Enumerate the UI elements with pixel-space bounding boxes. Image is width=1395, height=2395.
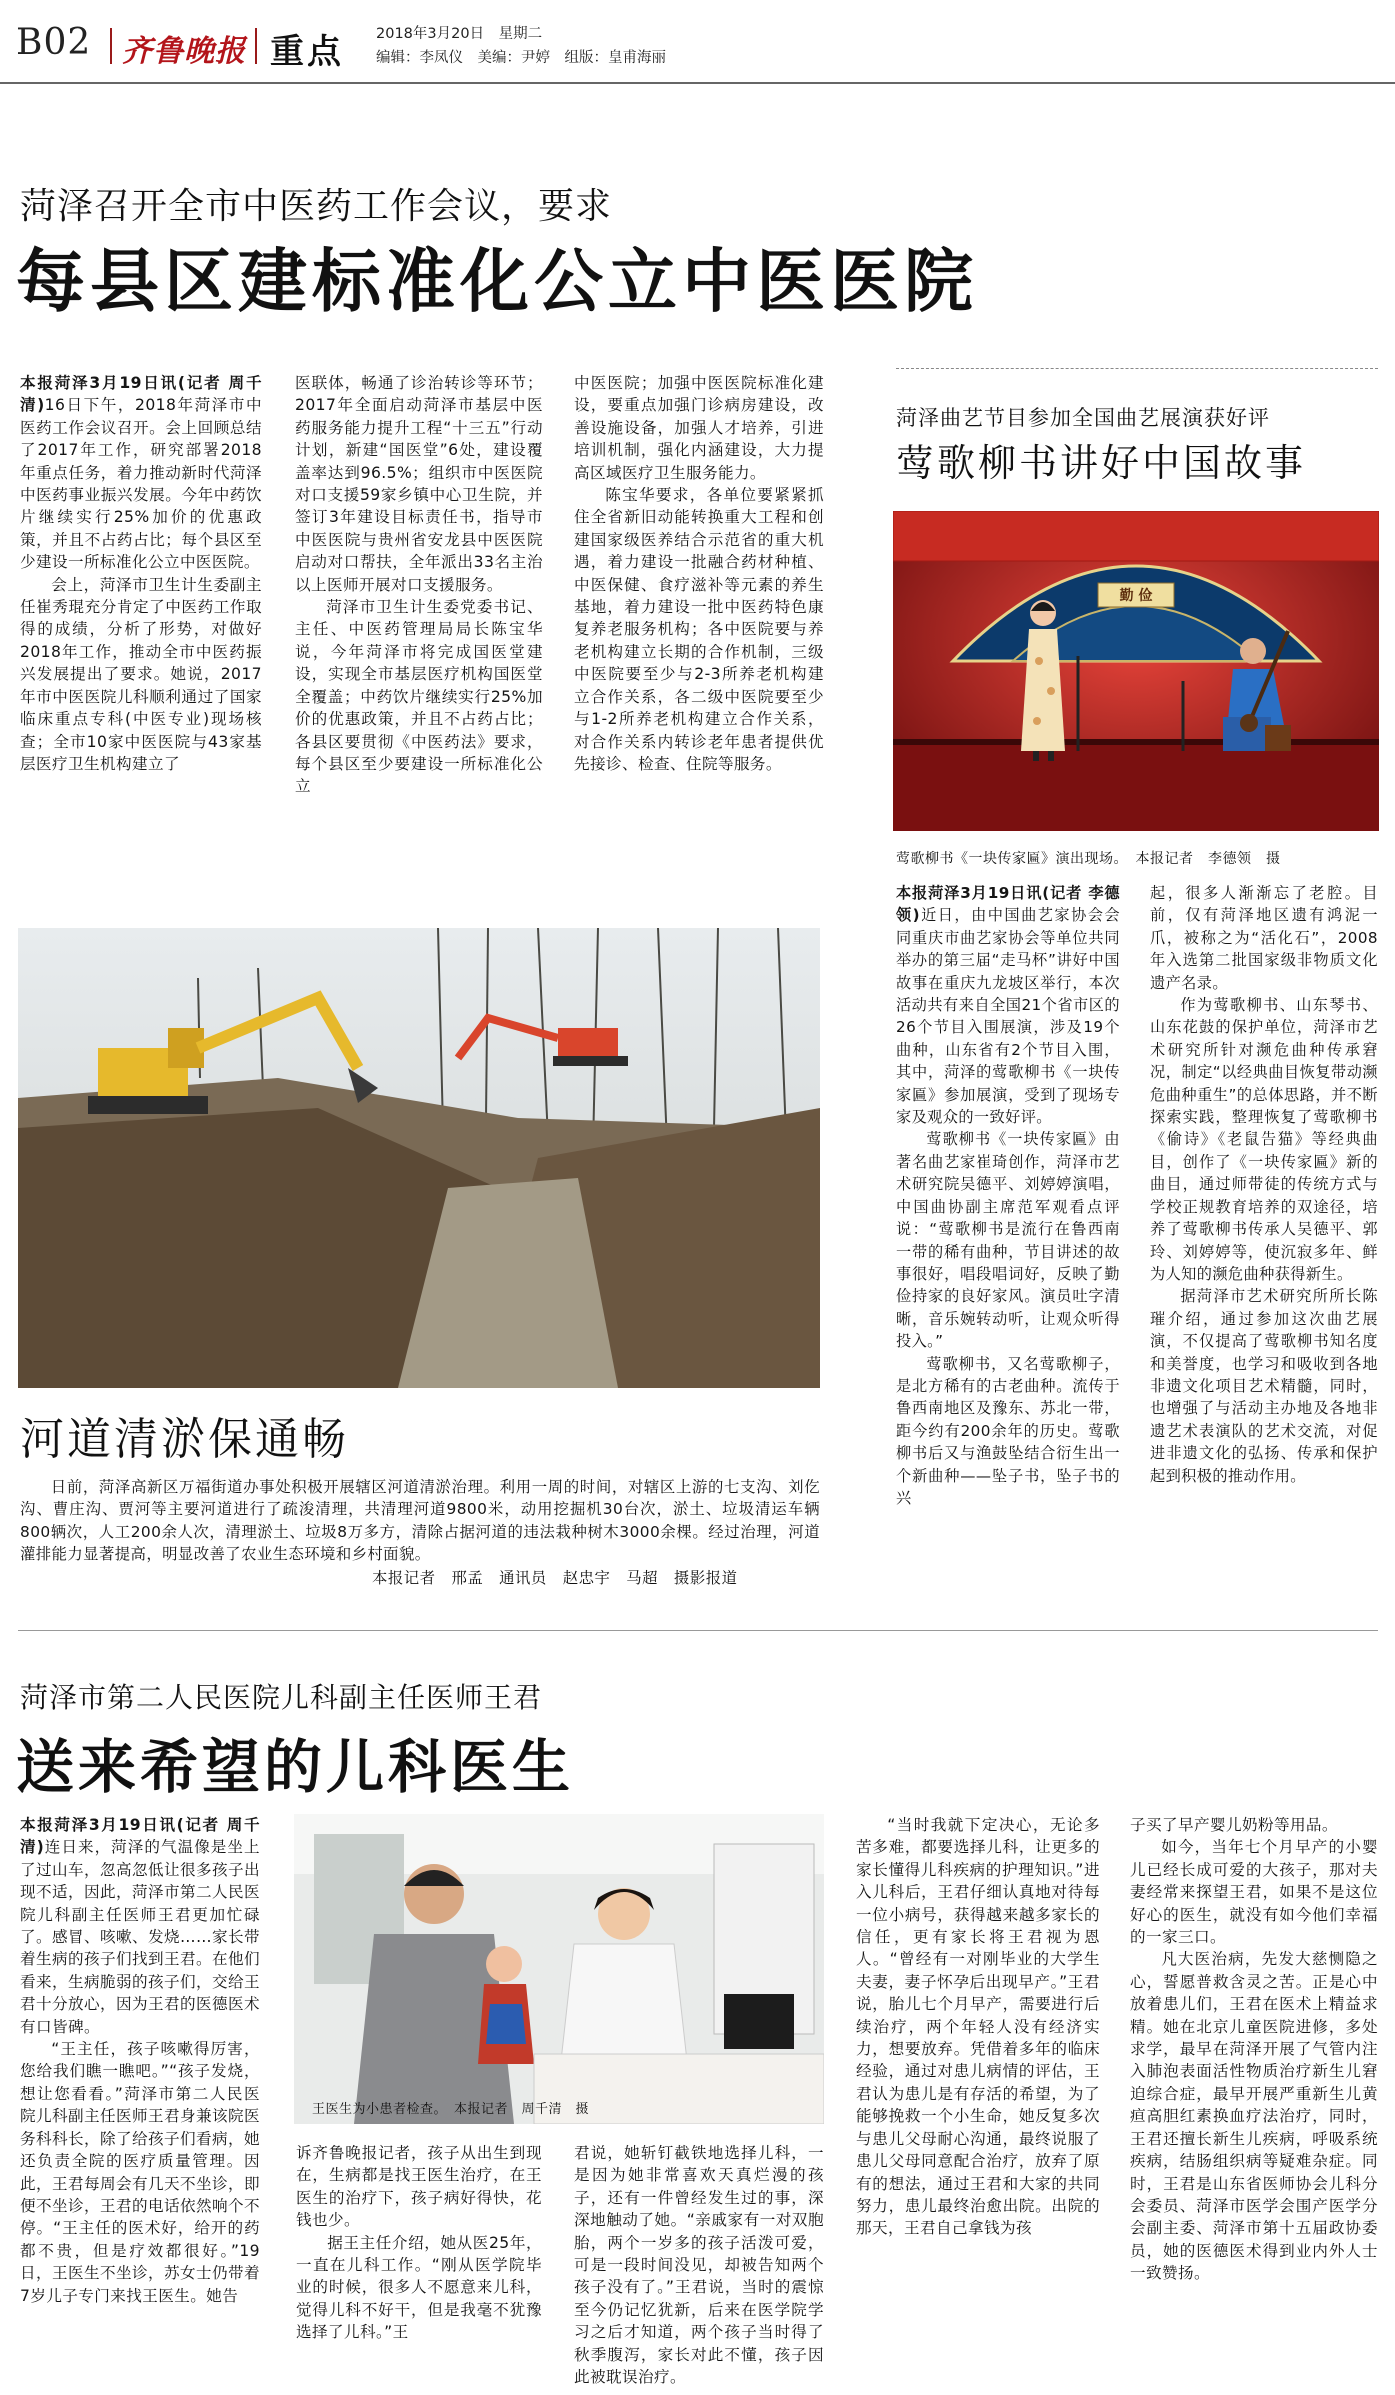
article-dateline: 本报菏泽3月19日讯(记者 周千清) (20, 374, 262, 415)
article-column (1130, 1814, 1378, 2285)
article-kicker: 菏泽曲艺节目参加全国曲艺展演获好评 (896, 406, 1270, 430)
paragraph: 连日来，菏泽的气温像是坐上了过山车，忽高忽低让很多孩子出现不适，因此，菏泽市第二人民医院儿科副主任医师王君更加忙碌了。感冒、咳嗽、发烧……家长带着生病的孩子们找到王君。在他们看来，生病脆弱的孩子们，交给王君十分放心，因为王君的医德医术有口皆碑。 (20, 1838, 260, 2036)
dotted-divider (896, 368, 1378, 369)
performance-photo (893, 511, 1379, 831)
masthead-bottom-rule (0, 82, 1395, 84)
masthead-divider (110, 28, 112, 64)
paragraph: 日前，菏泽高新区万福街道办事处积极开展辖区河道清淤治理。利用一周的时间，对辖区上游的七支沟、刘仡沟、曹庄沟、贾河等主要河道进行了疏浚清理，共清理河道9800米，动用挖掘机30台次，淤土、垃圾清运车辆800辆次，人工200余人次，清理淤土、垃圾8万多方，清除占据河道的违法栽种树木3000余棵。经过治理，河道灌排能力显著提高，明显改善了农业生态环境和乡村面貌。 (20, 1478, 820, 1564)
paragraph: 菏泽市卫生计生委党委书记、主任、中医药管理局局长陈宝华说，今年菏泽市将完成国医堂建设，实现全市基层医疗机构国医堂全覆盖；中药饮片继续实行25%加价的优惠政策，并且不占药占比；各县区要贯彻《中医药法》要求，每个县区至少要建设一所标准化公立 (295, 598, 543, 796)
doctor-photo (294, 1814, 824, 2124)
article-kicker: 菏泽召开全市中医药工作会议，要求 (20, 186, 613, 227)
paragraph: 莺歌柳书《一块传家匾》由著名曲艺家崔琦创作，菏泽市艺术研究院吴德平、刘婷婷演唱，中国曲协副主席范军观看点评说：“莺歌柳书是流行在鲁西南一带的稀有曲种，节目讲述的故事很好，唱段唱词好，反映了勤俭持家的良好家风。演员吐字清晰，音乐婉转动听，让观众听得投入。” (896, 1130, 1120, 1351)
article-headline: 送来希望的儿科医生 (16, 1733, 575, 1801)
paragraph: 陈宝华要求，各单位要紧紧抓住全省新旧动能转换重大工程和创建国家级医养结合示范省的重大机遇，着力建设一批融合药材种植、中医保健、食疗滋补等元素的养生基地，着力建设一批中医药特色康复养老服务机构；各中医院要与养老机构建立长期的合作机制，三级中医院要至少与2-3所养老机构建立合作关系，各二级中医院要至少与1-2所养老机构建立合作关系，对合作关系内转诊老年患者提供优先接诊、检查、住院等服务。 (574, 486, 824, 773)
paragraph: 凡大医治病，先发大慈恻隐之心，誓愿普救含灵之苦。正是心中放着患儿们，王君在医术上精益求精。她在北京儿童医院进修，多处求学，最早在菏泽开展了气管内注入肺泡表面活性物质治疗新生儿窘迫综合症，最早开展严重新生儿黄疸高胆红素换血疗法治疗，同时，王君还擅长新生儿疾病，呼吸系统疾病，结肠组织病等疑难杂症。同时，王君是山东省医师协会儿科分会委员、菏泽市医学会围产医学分会副主委、菏泽市第十五届政协委员，她的医德医术得到业内外人士一致赞扬。 (1130, 1950, 1378, 2283)
paragraph: 如今，当年七个月早产的小婴儿已经长成可爱的大孩子，那对夫妻经常来探望王君，如果不是这位好心的医生，就没有如今他们幸福的一家三口。 (1130, 1838, 1378, 1947)
article-column (20, 1814, 260, 2307)
photo-caption: 莺歌柳书《一块传家匾》演出现场。 本报记者 李德领 摄 (896, 851, 1281, 867)
editor-credits: 编辑：李凤仪 美编：尹婷 组版：皇甫海丽 (376, 50, 666, 66)
article-dateline: 本报菏泽3月19日讯(记者 李德领) (896, 884, 1120, 925)
paragraph: “王主任，孩子咳嗽得厉害，您给我们瞧一瞧吧。”“孩子发烧，想让您看看。”菏泽市第二人民医院儿科副主任医师王君身兼该院医务科科长，除了给孩子们看病，她还负责全院的医疗质量管理。因此，王君每周会有几天不坐诊，即便不坐诊，王君的电话依然响个不停。“王主任的医术好，给开的药都不贵，但是疗效都很好。”19日，王医生不坐诊，苏女士仍带着7岁儿子专门来找王医生。她告 (20, 2040, 260, 2305)
paragraph: 据菏泽市艺术研究所所长陈璀介绍，通过参加这次曲艺展演，不仅提高了莺歌柳书知名度和美誉度，也学习和吸收到各地非遗文化项目艺术精髓，同时，也增强了与活动主办地及各地非遗艺术表演队的艺术交流，对促进非遗文化的弘扬、传承和保护起到积极的推动作用。 (1150, 1287, 1378, 1485)
issue-date: 2018年3月20日 星期二 (376, 26, 543, 42)
photo-story-headline: 河道清淤保通畅 (20, 1414, 349, 1465)
article-headline: 莺歌柳书讲好中国故事 (896, 441, 1307, 485)
article-column (20, 372, 262, 775)
paragraph: 作为莺歌柳书、山东琴书、山东花鼓的保护单位，菏泽市艺术研究所针对濒危曲种传承窘况，制定“以经典曲目恢复带动濒危曲种重生”的总体思路，并不断探索实践，整理恢复了莺歌柳书《偷诗》《老鼠告猫》等经典曲目，创作了《一块传家匾》新的曲目，通过师带徒的传统方式与学校正规教育培养的双途径，培养了莺歌柳书传承人吴德平、郭玲、刘婷婷等，使沉寂多年、鲜为人知的濒危曲种获得新生。 (1150, 996, 1378, 1283)
paragraph: 起，很多人渐渐忘了老腔。目前，仅有菏泽地区遗有鸿泥一爪，被称之为“活化石”，2008年入选第二批国家级非物质文化遗产名录。 (1150, 884, 1378, 992)
article-kicker: 菏泽市第二人民医院儿科副主任医师王君 (20, 1681, 543, 1714)
stage-banner-text: 勤 俭 (1119, 588, 1153, 604)
paragraph: 子买了早产婴儿奶粉等用品。 (1130, 1816, 1338, 1834)
section-title: 重点 (270, 32, 344, 72)
paragraph: 中医医院；加强中医医院标准化建设，要重点加强门诊病房建设，改善设施设备，加强人才培养，引进培训机制，强化内涵建设，大力提高区域医疗卫生服务能力。 (574, 374, 824, 482)
stage-scene (893, 511, 1379, 831)
page-number: B02 (16, 22, 92, 63)
article-column (896, 882, 1120, 1509)
photo-credit: 本报记者 邢孟 通讯员 赵忠宇 马超 摄影报道 (372, 1569, 738, 1587)
clinic-scene (294, 1814, 824, 2124)
photo-story-body (20, 1476, 820, 1566)
article-column (856, 1814, 1100, 2240)
newspaper-logo: 齐鲁晚报 (122, 34, 246, 69)
paragraph: 16日下午，2018年菏泽市中医药工作会议召开。会上回顾总结了2017年工作，研究部署2018年重点任务，着力推动新时代菏泽中医药事业振兴发展。今年中药饮片继续实行25%加价的优惠政策，并且不占药占比；每个县区至少建设一所标准化公立中医医院。 (20, 396, 262, 572)
photo-caption: 王医生为小患者检查。 本报记者 周千清 摄 (312, 2102, 590, 2117)
paragraph: 会上，菏泽市卫生计生委副主任崔秀琨充分肯定了中医药工作取得的成绩，分析了形势，对做好2018年工作，推动全市中医药振兴发展提出了要求。她说，2017年市中医医院儿科顺利通过了国家临床重点专科(中医专业)现场核查；全市10家中医医院与43家基层医疗卫生机构建立了 (20, 575, 262, 773)
paragraph: 据王主任介绍，她从医25年，一直在儿科工作。“刚从医学院毕业的时候，很多人不愿意来儿科，觉得儿科不好干，但是我毫不犹豫选择了儿科。”王 (296, 2233, 542, 2342)
paragraph: 君说，她斩钉截铁地选择儿科，一是因为她非常喜欢天真烂漫的孩子，还有一件曾经发生过的事，深深地触动了她。“亲戚家有一对双胞胎，两个一岁多的孩子活泼可爱，可是一段时间没见，却被告知两个孩子没有了。”王君说，当时的震惊至今仍记忆犹新，后来在医学院学习之后才知道，两个孩子当时得了秋季腹泻，家长对此不懂，孩子因此被耽误治疗。 (574, 2144, 824, 2387)
masthead-divider (255, 28, 257, 64)
article-column (574, 2142, 824, 2388)
article-column (574, 372, 824, 775)
paragraph: 莺歌柳书，又名莺歌柳子，是北方稀有的古老曲种。流传于鲁西南地区及豫东、苏北一带，距今约有200余年的历史。莺歌柳书后又与渔鼓坠结合衍生出一个新曲种——坠子书，坠子书的兴 (896, 1354, 1120, 1507)
paragraph: 医联体，畅通了诊治转诊等环节；2017年全面启动菏泽市基层中医药服务能力提升工程“十三五”行动计划，新建“国医堂”6处，建设覆盖率达到96.5%；组织市中医医院对口支援59家乡镇中心卫生院，并签订3年建设目标责任书，指导市中医医院与贵州省安龙县中医医院启动对口帮扶，全年派出33名主治以上医师开展对口支援服务。 (295, 374, 543, 594)
masthead (0, 0, 1395, 78)
excavator-photo (18, 928, 820, 1388)
paragraph: 近日，由中国曲艺家协会会同重庆市曲艺家协会等单位共同举办的第三届“走马杯”讲好中国故事在重庆九龙坡区举行，本次活动共有来自全国21个省市区的26个节目入围展演，涉及19个曲种，山东省有2个节目入围，其中，菏泽的莺歌柳书《一块传家匾》参加展演，受到了现场专家及观众的一致好评。 (896, 906, 1120, 1127)
section-divider (18, 1630, 1378, 1631)
article-column (1150, 882, 1378, 1487)
paragraph: 诉齐鲁晚报记者，孩子从出生到现在，生病都是找王医生治疗，在王医生的治疗下，孩子病好得快，花钱也少。 (296, 2144, 542, 2230)
article-headline: 每县区建标准化公立中医医院 (16, 242, 978, 322)
riverbank-scene (18, 928, 820, 1388)
paragraph: “当时我就下定决心，无论多苦多难，都要选择儿科，让更多的家长懂得儿科疾病的护理知识。”进入儿科后，王君仔细认真地对待每一位小病号，获得越来越多家长的信任，更有家长将王君视为恩人。“曾经有一对刚毕业的大学生夫妻，妻子怀孕后出现早产。”王君说，胎儿七个月早产，需要进行后续治疗，两个年轻人没有经济实力，想要放弃。凭借着多年的临床经验，通过对患儿病情的评估，王君认为患儿是有存活的希望，为了能够挽救一个小生命，她反复多次与患儿父母耐心沟通，最终说服了患儿父母同意配合治疗，放弃了原有的想法，通过王君和大家的共同努力，患儿最终治愈出院。出院的那天，王君自己拿钱为孩 (856, 1816, 1100, 2238)
article-dateline: 本报菏泽3月19日讯(记者 周千清) (20, 1816, 260, 1857)
article-column (295, 372, 543, 798)
article-column (296, 2142, 542, 2344)
